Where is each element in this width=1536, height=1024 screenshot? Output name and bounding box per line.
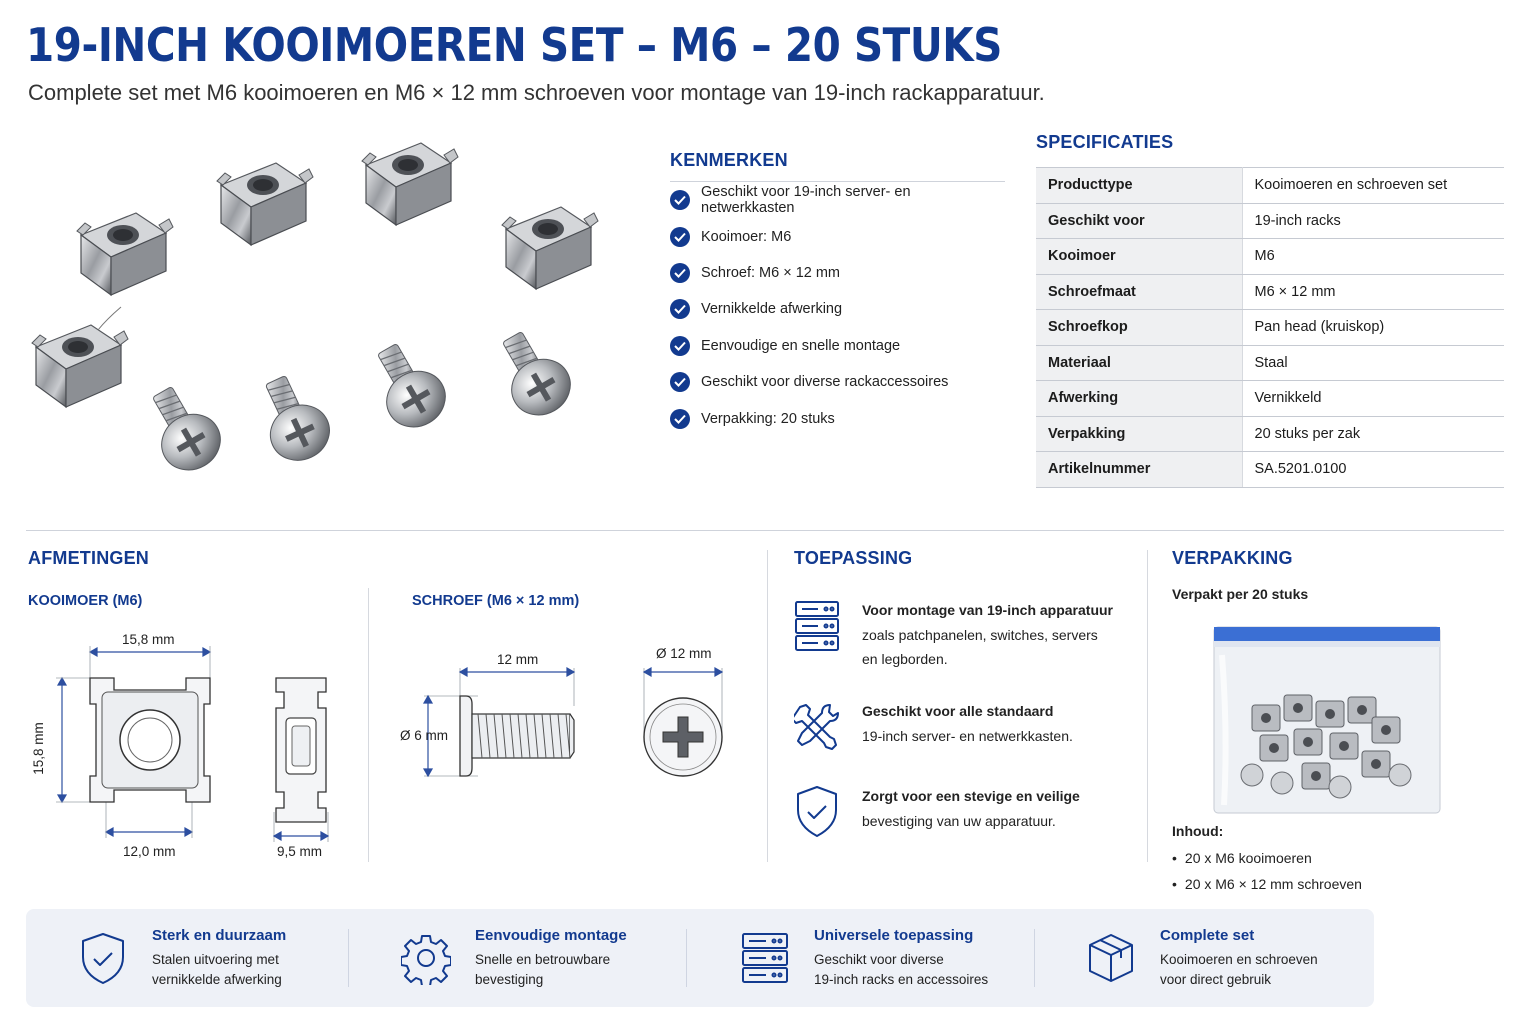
dim-screw-diameter: Ø 6 mm (400, 728, 449, 743)
spec-value: Staal (1242, 345, 1504, 381)
benefit-separator (348, 929, 349, 987)
benefit-desc: Stalen uitvoering met vernikkelde afwerking (152, 951, 282, 987)
spec-key: Producttype (1036, 168, 1242, 204)
tools-icon (794, 699, 840, 755)
benefit-title: Complete set (1160, 926, 1255, 944)
application-item (794, 598, 1124, 672)
spec-key: Schroefmaat (1036, 274, 1242, 310)
application-item (794, 784, 1124, 840)
column-divider (368, 588, 369, 862)
spec-key: Afwerking (1036, 381, 1242, 417)
packaging-bag-image (1212, 625, 1442, 815)
column-divider (767, 550, 768, 862)
section-divider (26, 530, 1504, 531)
spec-value: 19-inch racks (1242, 203, 1504, 239)
application-heading: TOEPASSING (794, 548, 913, 568)
column-divider (1147, 550, 1148, 862)
check-icon (670, 299, 690, 319)
packaging-heading: VERPAKKING (1172, 548, 1293, 568)
feature-text: Verpakking: 20 stuks (701, 410, 835, 427)
feature-item (670, 291, 1005, 327)
page-subtitle: Complete set met M6 kooimoeren en M6 × 12 mm schroeven voor montage van 19-inch rackapparatuur. (28, 80, 1045, 105)
application-text (862, 699, 1073, 755)
screw-head-drawing (636, 660, 736, 780)
table-row (1036, 168, 1504, 204)
application-line: Geschikt voor alle standaard (862, 703, 1054, 719)
dim-inner-width: 12,0 mm (123, 844, 176, 859)
cage-nut-side-drawing (262, 670, 342, 840)
feature-text: Geschikt voor diverse rackaccessoires (701, 374, 949, 391)
benefit-desc: Kooimoeren en schroeven voor direct gebruik (1160, 951, 1318, 987)
check-icon (670, 336, 690, 356)
dim-depth: 9,5 mm (277, 844, 323, 859)
spec-key: Verpakking (1036, 416, 1242, 452)
screw-label: SCHROEF (M6 × 12 mm) (412, 593, 580, 609)
application-line: zoals patchpanelen, switches, servers (862, 626, 1098, 643)
benefit-title: Eenvoudige montage (475, 926, 627, 944)
application-line: Voor montage van 19-inch apparatuur (862, 602, 1114, 618)
feature-text: Schroef: M6 × 12 mm (701, 264, 841, 281)
benefit-item (78, 909, 286, 1007)
dim-head-diameter: Ø 12 mm (656, 646, 712, 661)
spec-key: Kooimoer (1036, 239, 1242, 275)
benefit-desc: Geschikt voor diverse 19-inch racks en accessoires (814, 951, 989, 987)
feature-text: Vernikkelde afwerking (701, 301, 843, 318)
check-icon (670, 190, 690, 210)
benefit-desc: Snelle en betrouwbare bevestiging (475, 951, 611, 987)
spec-value: M6 (1242, 239, 1504, 275)
feature-item (670, 328, 1005, 364)
server-rack-icon (794, 598, 840, 654)
benefit-separator (1034, 929, 1035, 987)
spec-value: M6 × 12 mm (1242, 274, 1504, 310)
check-icon (670, 227, 690, 247)
check-icon (670, 409, 690, 429)
table-row (1036, 416, 1504, 452)
application-item (794, 699, 1124, 755)
dim-height: 15,8 mm (30, 722, 46, 775)
features-section (670, 150, 1005, 437)
application-line: en legborden. (862, 651, 948, 667)
packaging-subheading: Verpakt per 20 stuks (1172, 586, 1309, 602)
product-photo (26, 125, 626, 495)
specifications-section (1036, 132, 1504, 488)
feature-item (670, 182, 1005, 218)
feature-text: Eenvoudige en snelle montage (701, 337, 901, 354)
contents-item: • 20 x M6 kooimoeren (1172, 850, 1312, 866)
benefit-separator (686, 929, 687, 987)
spec-value: Pan head (kruiskop) (1242, 310, 1504, 346)
screw-drawing (420, 660, 600, 790)
spec-key: Artikelnummer (1036, 452, 1242, 488)
contents-label: Inhoud: (1172, 823, 1224, 839)
feature-item (670, 218, 1005, 254)
box-icon (1086, 931, 1136, 985)
spec-key: Schroefkop (1036, 310, 1242, 346)
contents-item: • 20 x M6 × 12 mm schroeven (1172, 876, 1362, 892)
dim-width: 15,8 mm (122, 632, 175, 647)
gear-icon (401, 931, 451, 985)
benefit-item (740, 909, 988, 1007)
shield-check-icon (78, 931, 128, 985)
benefit-item (1086, 909, 1318, 1007)
page-title: 19-INCH KOOIMOEREN SET – M6 – 20 STUKS (26, 18, 1002, 72)
table-row (1036, 310, 1504, 346)
feature-item (670, 400, 1005, 436)
spec-value: 20 stuks per zak (1242, 416, 1504, 452)
table-row (1036, 239, 1504, 275)
application-line: 19-inch server- en netwerkkasten. (862, 727, 1073, 744)
table-row (1036, 452, 1504, 488)
table-row (1036, 203, 1504, 239)
feature-item (670, 255, 1005, 291)
dim-screw-length: 12 mm (497, 652, 539, 667)
table-row (1036, 345, 1504, 381)
server-rack-icon (740, 931, 790, 985)
benefit-title: Universele toepassing (814, 926, 974, 944)
specifications-table (1036, 167, 1504, 488)
feature-item (670, 364, 1005, 400)
check-icon (670, 263, 690, 283)
spec-value: Vernikkeld (1242, 381, 1504, 417)
shield-check-icon (794, 784, 840, 840)
application-text (862, 784, 1080, 840)
application-text (862, 598, 1113, 672)
application-line: bevestiging van uw apparatuur. (862, 812, 1056, 829)
spec-value: SA.5201.0100 (1242, 452, 1504, 488)
feature-text: Geschikt voor 19-inch server- en netwerkkasten (701, 184, 911, 217)
check-icon (670, 372, 690, 392)
features-heading: KENMERKEN (670, 150, 1005, 182)
cage-nut-label: KOOIMOER (M6) (28, 593, 143, 609)
spec-value: Kooimoeren en schroeven set (1242, 168, 1504, 204)
feature-text: Kooimoer: M6 (701, 228, 792, 245)
specifications-heading: SPECIFICATIES (1036, 132, 1174, 152)
spec-key: Materiaal (1036, 345, 1242, 381)
table-row (1036, 381, 1504, 417)
benefit-item (401, 909, 627, 1007)
table-row (1036, 274, 1504, 310)
dimensions-heading: AFMETINGEN (28, 548, 149, 568)
benefits-bar (26, 909, 1374, 1007)
benefit-title: Sterk en duurzaam (152, 926, 287, 944)
spec-key: Geschikt voor (1036, 203, 1242, 239)
application-line: Zorgt voor een stevige en veilige (862, 788, 1080, 804)
